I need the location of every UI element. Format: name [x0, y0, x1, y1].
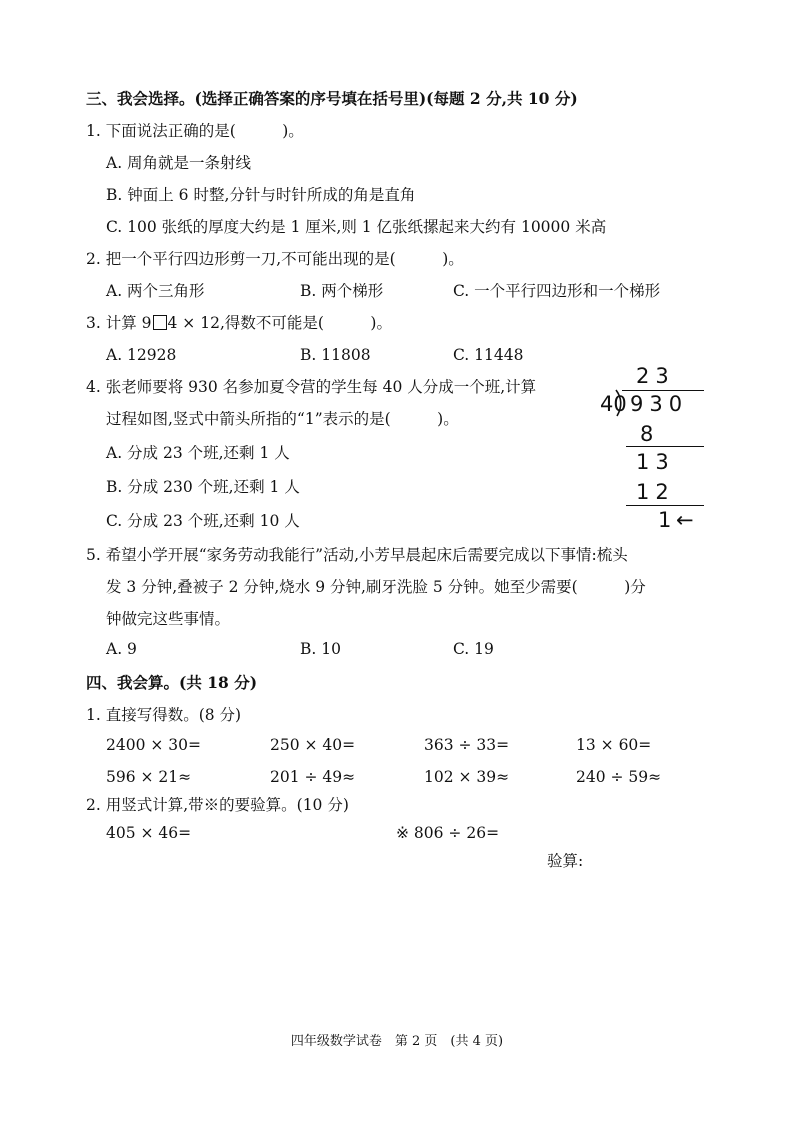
q4-stem-line1: 4. 张老师要将 930 名参加夏令营的学生每 40 人分成一个班,计算	[86, 378, 537, 396]
q5-stem-line3: 钟做完这些事情。	[106, 610, 231, 628]
ld-step2: 13	[636, 450, 675, 474]
q4-stem-line2: 过程如图,竖式中箭头所指的“1”表示的是( )。	[106, 410, 459, 428]
q2-option-c: C. 一个平行四边形和一个梯形	[453, 282, 661, 300]
calc-item: 201 ÷ 49≈	[270, 768, 356, 786]
q3-option-c: C. 11448	[453, 346, 524, 364]
q1-option-c: C. 100 张纸的厚度大约是 1 厘米,则 1 亿张纸摞起来大约有 10000 米高	[106, 218, 607, 236]
calc-item: 102 × 39≈	[424, 768, 510, 786]
q1-option-a: A. 周角就是一条射线	[106, 154, 252, 172]
check-label: 验算:	[547, 852, 584, 870]
ld-divisor: 40	[600, 392, 627, 416]
q3-stem-post: 4 × 12,得数不可能是( )。	[167, 314, 392, 332]
q3-option-b: B. 11808	[300, 346, 371, 364]
ld-top-rule	[622, 390, 704, 391]
calc-item: 363 ÷ 33=	[424, 736, 510, 754]
q2-option-a: A. 两个三角形	[106, 282, 205, 300]
q5-option-a: A. 9	[106, 640, 137, 658]
ld-rule-2	[626, 505, 704, 506]
ld-step3: 12	[636, 480, 675, 504]
blank-box-icon	[153, 315, 167, 330]
s4-q1-title: 1. 直接写得数。(8 分)	[86, 706, 242, 724]
calc-item: 596 × 21≈	[106, 768, 192, 786]
q5-option-b: B. 10	[300, 640, 341, 658]
calc-item: 250 × 40=	[270, 736, 356, 754]
section4-heading: 四、我会算。(共 18 分)	[86, 673, 258, 692]
s4-q2-title: 2. 用竖式计算,带※的要验算。(10 分)	[86, 796, 349, 814]
q5-stem-line1: 5. 希望小学开展“家务劳动我能行”活动,小芳早晨起床后需要完成以下事情:梳头	[86, 546, 628, 564]
q3-option-a: A. 12928	[106, 346, 177, 364]
q3-stem	[86, 312, 392, 334]
q4-option-c: C. 分成 23 个班,还剩 10 人	[106, 512, 300, 530]
section3-heading: 三、我会选择。(选择正确答案的序号填在括号里)(每题 2 分,共 10 分)	[86, 89, 578, 108]
ld-remainder: 1	[658, 508, 678, 532]
q3-stem-pre: 3. 计算 9	[86, 314, 152, 332]
ld-step1: 8	[640, 422, 660, 446]
ld-quotient: 23	[636, 364, 675, 388]
long-division-figure	[600, 362, 712, 532]
ld-dividend: 930	[630, 392, 689, 416]
calc-item: 2400 × 30=	[106, 736, 201, 754]
q5-option-c: C. 19	[453, 640, 494, 658]
calc-item: 13 × 60=	[576, 736, 652, 754]
calc-item: 240 ÷ 59≈	[576, 768, 662, 786]
q2-option-b: B. 两个梯形	[300, 282, 384, 300]
q5-stem-line2: 发 3 分钟,叠被子 2 分钟,烧水 9 分钟,刷牙洗脸 5 分钟。她至少需要( )分	[106, 578, 646, 596]
page-footer: 四年级数学试卷 第 2 页 (共 4 页)	[290, 1034, 504, 1049]
vertical-calc-left: 405 × 46=	[106, 824, 192, 842]
q2-stem: 2. 把一个平行四边形剪一刀,不可能出现的是( )。	[86, 250, 464, 268]
q4-option-b: B. 分成 230 个班,还剩 1 人	[106, 478, 300, 496]
q1-stem: 1. 下面说法正确的是( )。	[86, 122, 304, 140]
arrow-left-icon: ←	[676, 508, 694, 532]
vertical-calc-right: ※ 806 ÷ 26=	[396, 824, 500, 842]
ld-rule-1	[626, 446, 704, 447]
q4-option-a: A. 分成 23 个班,还剩 1 人	[106, 444, 290, 462]
q1-option-b: B. 钟面上 6 时整,分针与时针所成的角是直角	[106, 186, 416, 204]
